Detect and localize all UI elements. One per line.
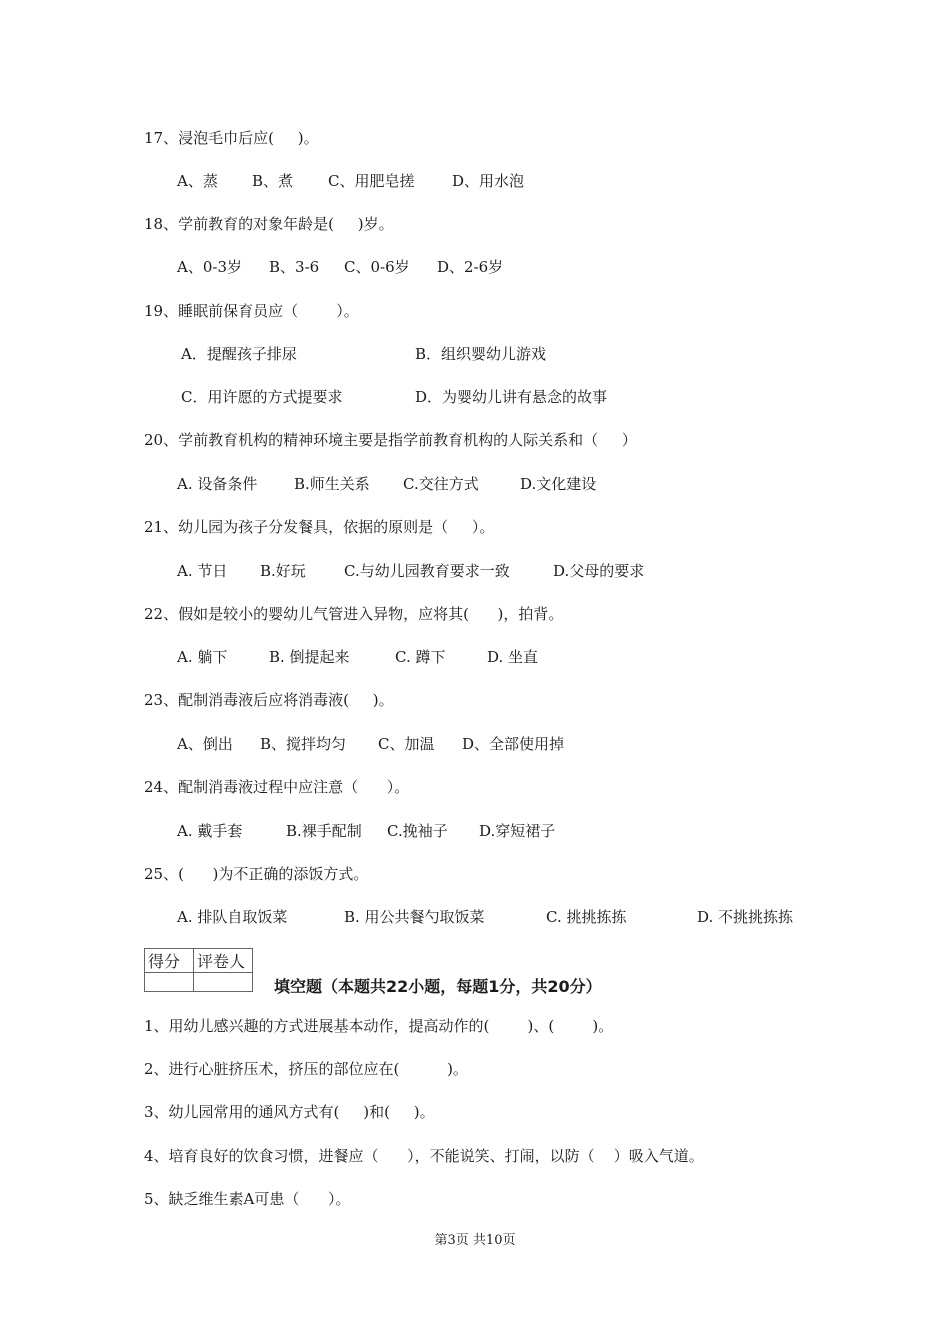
option-d: D、用水泡 <box>452 172 525 190</box>
option-d: D.文化建设 <box>520 475 597 493</box>
option-c: C. 蹲下 <box>395 648 446 666</box>
option-c: C、用肥皂搓 <box>328 172 415 190</box>
option-d: D、2-6岁 <box>437 258 504 276</box>
fill-blank-item: 5、缺乏维生素A可患（ ）。 <box>144 1190 351 1208</box>
option-b: B、3-6 <box>269 258 320 276</box>
option-b: B.好玩 <box>260 562 306 580</box>
option-a: A．提醒孩子排尿 <box>181 345 297 363</box>
option-c: C．用许愿的方式提要求 <box>181 388 343 406</box>
option-d: D.父母的要求 <box>553 562 645 580</box>
option-b: B. 用公共餐勺取饭菜 <box>344 908 485 926</box>
page-footer: 第3页 共10页 <box>434 1233 516 1248</box>
option-a: A. 设备条件 <box>177 475 258 493</box>
fill-blank-item: 2、进行心脏挤压术，挤压的部位应在( )。 <box>144 1060 468 1078</box>
option-c: C、加温 <box>378 735 435 753</box>
fill-blank-item: 1、用幼儿感兴趣的方式进展基本动作，提高动作的( )、( )。 <box>144 1017 614 1035</box>
option-a: A. 戴手套 <box>177 822 243 840</box>
question-text: 23、配制消毒液后应将消毒液( )。 <box>144 691 394 709</box>
question-text: 20、学前教育机构的精神环境主要是指学前教育机构的人际关系和（ ） <box>144 431 637 449</box>
question-text: 17、浸泡毛巾后应( )。 <box>144 129 319 147</box>
option-d: D. 不挑挑拣拣 <box>697 908 794 926</box>
question-text: 22、假如是较小的婴幼儿气管进入异物，应将其( )，拍背。 <box>144 605 564 623</box>
option-a: A、倒出 <box>177 735 233 753</box>
grader-cell <box>194 973 253 992</box>
option-a: A. 节日 <box>177 562 228 580</box>
question-text: 18、学前教育的对象年龄是( )岁。 <box>144 215 394 233</box>
option-a: A. 躺下 <box>177 648 228 666</box>
option-b: B. 倒提起来 <box>269 648 350 666</box>
section-title: 填空题（本题共22小题，每题1分，共20分） <box>274 977 602 996</box>
fill-blank-item: 3、幼儿园常用的通风方式有( )和( )。 <box>144 1103 435 1121</box>
option-a: A. 排队自取饭菜 <box>177 908 288 926</box>
option-d: D．为婴幼儿讲有悬念的故事 <box>415 388 608 406</box>
option-d: D、全部使用掉 <box>462 735 565 753</box>
question-text: 25、( )为不正确的添饭方式。 <box>144 865 369 883</box>
option-c: C、0-6岁 <box>344 258 410 276</box>
fill-blank-item: 4、培育良好的饮食习惯，进餐应（ ），不能说笑、打闹，以防（ ）吸入气道。 <box>144 1147 704 1165</box>
question-text: 19、睡眠前保育员应（ ）。 <box>144 302 359 320</box>
option-c: C. 挑挑拣拣 <box>546 908 627 926</box>
option-a: A、蒸 <box>177 172 218 190</box>
score-label: 得分 <box>145 949 194 973</box>
option-d: D. 坐直 <box>487 648 539 666</box>
score-cell <box>145 973 194 992</box>
question-text: 24、配制消毒液过程中应注意（ ）。 <box>144 778 410 796</box>
option-b: B、煮 <box>252 172 294 190</box>
option-a: A、0-3岁 <box>177 258 242 276</box>
grader-label: 评卷人 <box>194 949 253 973</box>
option-b: B.裸手配制 <box>286 822 362 840</box>
option-c: C.交往方式 <box>403 475 479 493</box>
option-b: B.师生关系 <box>294 475 370 493</box>
question-text: 21、幼儿园为孩子分发餐具，依据的原则是（ ）。 <box>144 518 495 536</box>
option-d: D.穿短裙子 <box>479 822 556 840</box>
option-b: B、搅拌均匀 <box>260 735 347 753</box>
option-c: C.挽袖子 <box>387 822 448 840</box>
option-b: B．组织婴幼儿游戏 <box>415 345 547 363</box>
score-table <box>144 948 253 992</box>
option-c: C.与幼儿园教育要求一致 <box>344 562 510 580</box>
